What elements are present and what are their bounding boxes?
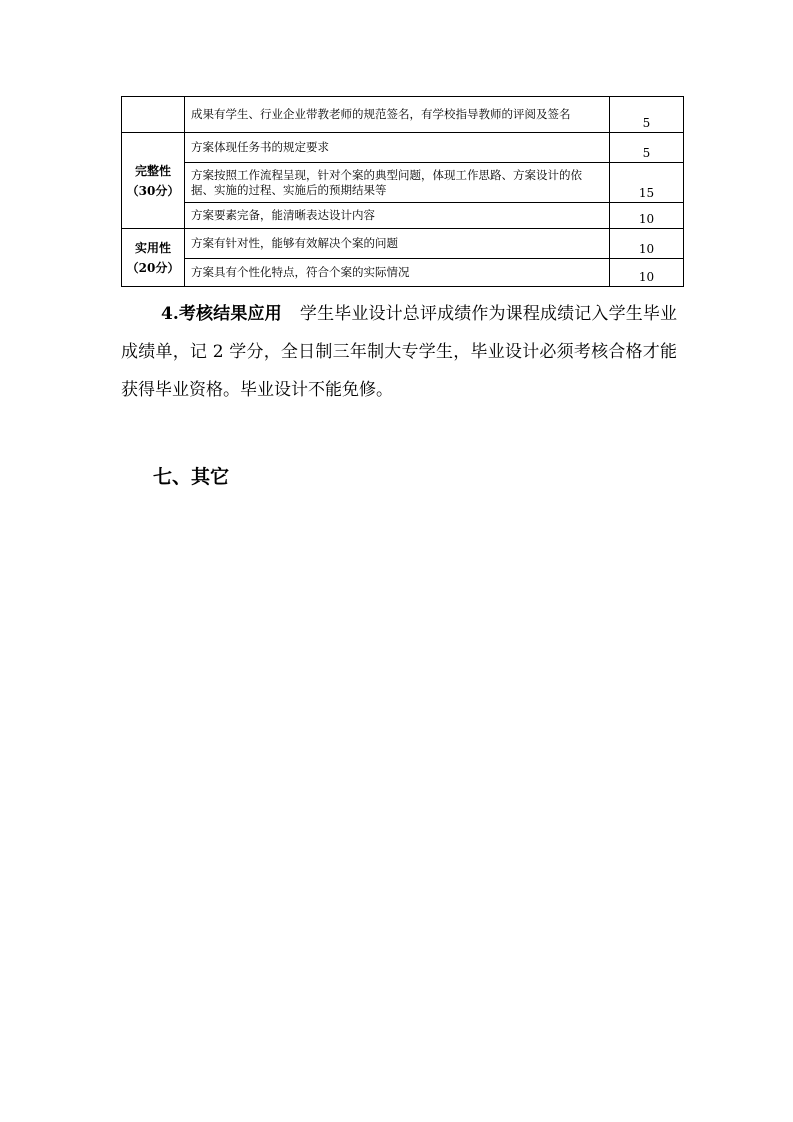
table-row [122,229,684,259]
criterion-cell: 方案要素完备，能清晰表达设计内容 [185,203,610,229]
criterion-cell: 成果有学生、行业企业带教老师的规范签名，有学校指导教师的评阅及签名 [185,97,610,133]
category-cell-completeness [122,133,185,229]
category-points: （20分） [126,260,180,275]
table-row [122,133,684,163]
section-7-title: 七、其它 [153,466,230,488]
table-row [122,259,684,287]
section-4-paragraph [121,295,677,409]
section-4-text: 学生毕业设计总评成绩作为课程成绩记入学生毕业成绩单，记 2 学分，全日制三年制大专学生，毕业设计必须考核合格才能获得毕业资格。毕业设计不能免修。 [121,304,678,400]
score-cell: 10 [610,259,684,287]
table-row [122,97,684,133]
evaluation-table [121,96,684,287]
criterion-cell: 方案有针对性，能够有效解决个案的问题 [185,229,610,259]
criterion-cell: 方案按照工作流程呈现，针对个案的典型问题，体现工作思路、方案设计的依据、实施的过程、实施后的预期结果等 [185,163,610,203]
category-name: 实用性 [134,240,171,255]
score-cell: 10 [610,203,684,229]
score-cell: 5 [610,97,684,133]
criterion-cell: 方案体现任务书的规定要求 [185,133,610,163]
section-4-heading: 4.考核结果应用 [161,304,282,324]
score-cell: 15 [610,163,684,203]
table-row [122,163,684,203]
table-row [122,203,684,229]
empty-category-cell [122,97,185,133]
score-cell: 5 [610,133,684,163]
category-cell-practicality [122,229,185,287]
category-points: （30分） [126,183,180,198]
category-name: 完整性 [134,163,171,178]
score-cell: 10 [610,229,684,259]
criterion-cell: 方案具有个性化特点，符合个案的实际情况 [185,259,610,287]
